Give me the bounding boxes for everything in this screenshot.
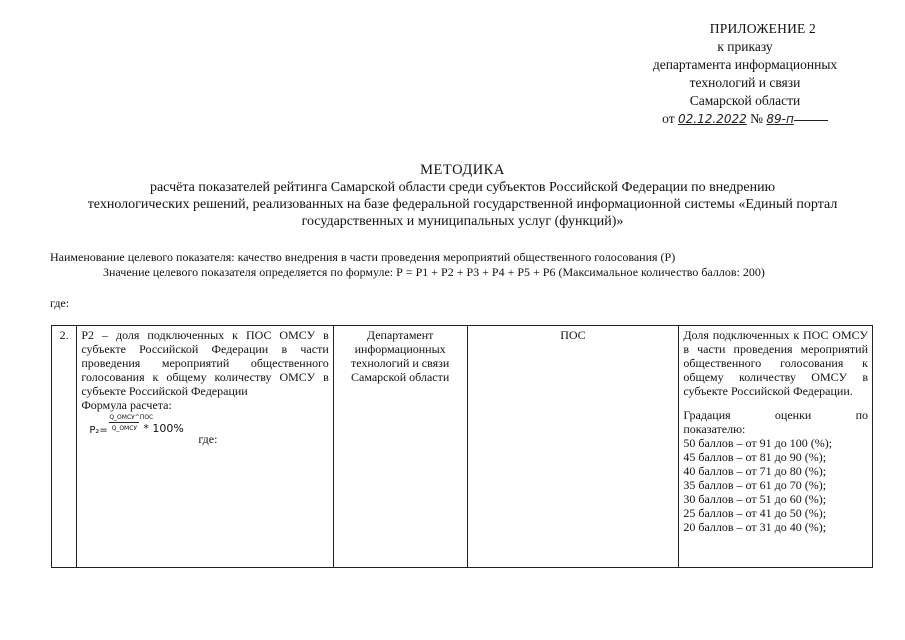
annex-line-2: департамента информационных — [652, 57, 838, 72]
department: Департамент информационных технологий и связи Самарской области — [350, 328, 450, 384]
formula — [81, 414, 328, 446]
result-description: Доля подключенных к ПОС ОМСУ в части проведения мероприятий общественного голосования к общему количеству ОМСУ в субъекте Российской Федерации. — [683, 328, 868, 398]
grade-item: 50 баллов – от 91 до 100 (%); — [683, 436, 833, 450]
result-cell — [679, 326, 873, 568]
source: ПОС — [560, 328, 586, 342]
formula-fraction — [109, 414, 154, 432]
grades-heading — [683, 408, 868, 422]
grades-heading-word-1: Градация — [683, 408, 731, 422]
indicator-table — [51, 325, 873, 568]
grade-item: 25 баллов – от 41 до 50 (%); — [683, 506, 827, 520]
formula-denominator: Q_ОМСУ — [111, 425, 138, 432]
indicator-name: Наименование целевого показателя: качество внедрения в части проведения мероприятий общественного голосования (Р) — [50, 250, 676, 264]
document-title-block — [40, 162, 885, 230]
grade-item: 35 баллов – от 61 до 70 (%); — [683, 478, 827, 492]
grades-block — [683, 408, 868, 534]
order-line — [640, 110, 850, 128]
formula-label: Формула расчета: — [81, 398, 172, 412]
row-number: 2. — [59, 328, 69, 342]
order-number: 89-п — [766, 112, 794, 126]
formula-where: где: — [198, 432, 218, 446]
formula-tail: * 100% — [143, 422, 184, 435]
formula-numerator: Q_ОМСУ^ПОС — [109, 414, 154, 421]
source-cell — [467, 326, 679, 568]
document-subtitle-2: технологических решений, реализованных на базе федеральной государственной информационной системы «Единый портал — [87, 197, 838, 212]
annex-header — [590, 20, 850, 128]
indicator-formula: Значение целевого показателя определяется по формуле: Р = Р1 + Р2 + Р3 + Р4 + Р5 + Р6 (Максимальное количество баллов: 200) — [103, 265, 765, 279]
document-subtitle-3: государственных и муниципальных услуг (функций)» — [301, 214, 624, 229]
grades-heading-word-2: оценки — [774, 408, 812, 422]
annex-line-4: Самарской области — [689, 93, 801, 108]
grades-heading-word-3: по — [855, 408, 868, 422]
grades-heading-word-4: показателю: — [683, 422, 746, 436]
annex-line-3: технологий и связи — [689, 75, 801, 90]
annex-body — [640, 38, 850, 128]
formula-lhs: P₂= — [89, 425, 108, 436]
department-cell — [333, 326, 467, 568]
order-underline — [794, 119, 828, 121]
order-prefix: от — [662, 111, 675, 126]
row-description: Р2 – доля подключенных к ПОС ОМСУ в субъекте Российской Федерации в части проведения мероприятий общественного голосования к общему количеству ОМСУ в субъекте Российской Федерации — [81, 328, 329, 398]
grade-item: 30 баллов – от 51 до 60 (%); — [683, 492, 827, 506]
grade-item: 45 баллов – от 81 до 90 (%); — [683, 450, 827, 464]
where-label: где: — [50, 296, 70, 310]
row-number-cell — [52, 326, 77, 568]
indicator-block — [50, 250, 890, 280]
annex-title: ПРИЛОЖЕНИЕ 2 — [709, 21, 816, 36]
annex-line-1: к приказу — [717, 39, 773, 54]
grade-item: 20 баллов – от 31 до 40 (%); — [683, 520, 827, 534]
document-subtitle-1: расчёта показателей рейтинга Самарской области среди субъектов Российской Федерации по внедрению — [149, 180, 776, 195]
grade-item: 40 баллов – от 71 до 80 (%); — [683, 464, 827, 478]
description-cell — [77, 326, 333, 568]
order-date: 02.12.2022 — [678, 112, 747, 126]
document-title: МЕТОДИКА — [420, 162, 505, 178]
order-number-label: № — [750, 111, 763, 126]
table-row — [52, 326, 873, 568]
